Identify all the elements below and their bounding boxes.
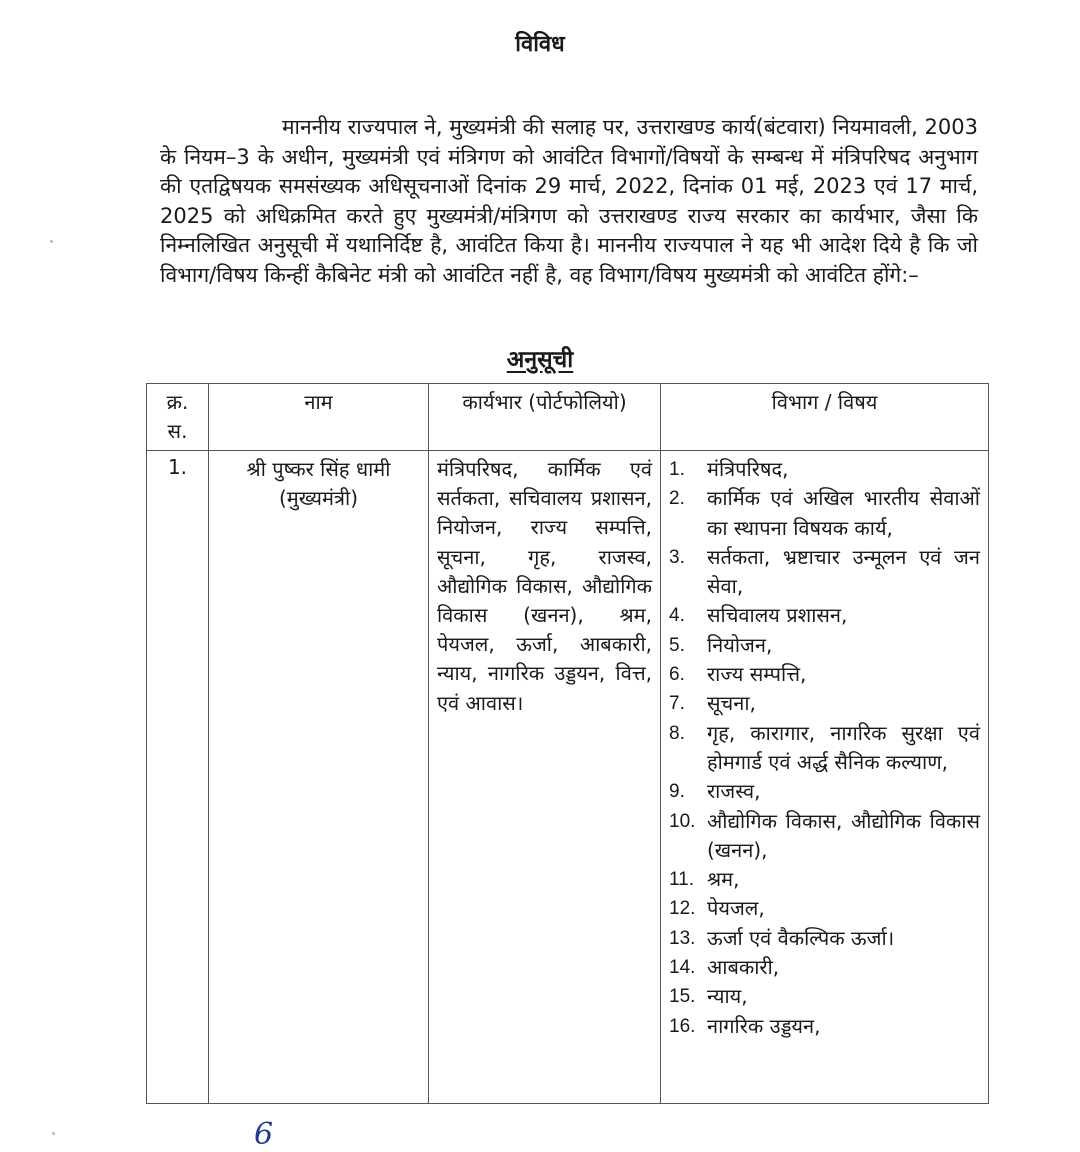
list-item xyxy=(669,689,980,718)
row-serial: 1. xyxy=(147,451,209,1104)
handwritten-page-mark: 6 xyxy=(254,1117,274,1152)
list-item-text: सर्तकता, भ्रष्टाचार उन्मूलन एवं जन सेवा, xyxy=(707,544,980,599)
list-item xyxy=(669,777,980,806)
list-item-number: 14. xyxy=(669,957,696,979)
list-item-number: 12. xyxy=(669,898,696,920)
list-item xyxy=(669,1012,980,1041)
list-item xyxy=(669,543,980,602)
table-row xyxy=(147,451,989,1104)
list-item-number: 2. xyxy=(669,488,685,510)
list-item-number: 11. xyxy=(669,869,695,891)
intro-paragraph: माननीय राज्यपाल ने, मुख्यमंत्री की सलाह पर, उत्तराखण्ड कार्य(बंटवारा) नियमावली, 2003 के नियम–3 के अधीन, मुख्यमंत्री एवं मंत्रिगण को आवंटित विभागों/विषयों के सम्बन्ध में मंत्रिपरिषद अनुभाग की एतद्विषयक समसंख्यक अधिसूचनाओं दिनांक 29 मार्च, 2022, दिनांक 01 मई, 2023 एवं 17 मार्च, 2025 को अधिक्रमित करते हुए मुख्यमंत्री/मंत्रिगण को उत्तराखण्ड राज्य सरकार का कार्यभार, जैसा कि निम्नलिखित अनुसूची में यथानिर्दिष्ट है, आवंटित किया है। माननीय राज्यपाल ने यह भी आदेश दिये है कि जो विभाग/विषय किन्हीं कैबिनेट मंत्री को आवंटित नहीं है, वह विभाग/विषय मुख्यमंत्री को आवंटित होंगे:– xyxy=(160,115,978,287)
list-item-text: गृह, कारागार, नागरिक सुरक्षा एवं होमगार्ड एवं अर्द्ध सैनिक कल्याण, xyxy=(707,720,980,774)
list-item-text: नियोजन, xyxy=(707,632,773,657)
list-item-text: नागरिक उड्डयन, xyxy=(707,1013,821,1038)
table-header-row xyxy=(147,384,989,451)
list-item xyxy=(669,455,980,484)
list-item-number: 15. xyxy=(669,986,696,1008)
list-item-number: 7. xyxy=(669,693,685,715)
list-item-text: सचिवालय प्रशासन, xyxy=(707,603,848,628)
list-item-number: 8. xyxy=(669,722,685,744)
list-item xyxy=(669,953,980,982)
scan-speck xyxy=(50,240,53,243)
list-item-text: मंत्रिपरिषद, xyxy=(707,457,789,481)
list-item xyxy=(669,484,980,543)
row-portfolio: मंत्रिपरिषद, कार्मिक एवं सर्तकता, सचिवालय प्रशासन, नियोजन, राज्य सम्पत्ति, सूचना, गृह, राजस्व, औद्योगिक विकास, औद्योगिक विकास (खनन), श्रम, पेयजल, ऊर्जा, आबकारी, न्याय, नागरिक उड्डयन, वित्त, एवं आवास। xyxy=(429,451,661,1104)
row-departments xyxy=(661,451,989,1104)
list-item xyxy=(669,865,980,894)
list-item-number: 9. xyxy=(669,781,685,803)
list-item xyxy=(669,719,980,778)
minister-designation: (मुख्यमंत्री) xyxy=(278,486,359,510)
list-item xyxy=(669,982,980,1011)
list-item xyxy=(669,601,980,630)
list-item xyxy=(669,894,980,923)
schedule-table xyxy=(146,383,989,1104)
list-item-number: 1. xyxy=(669,459,685,480)
list-item-text: राज्य सम्पत्ति, xyxy=(707,662,807,687)
list-item xyxy=(669,807,980,866)
minister-name: श्री पुष्कर सिंह धामी xyxy=(246,457,391,481)
department-list xyxy=(669,455,980,1041)
list-item-number: 10. xyxy=(669,810,696,832)
header-portfolio: कार्यभार (पोर्टफोलियो) xyxy=(429,384,661,451)
list-item xyxy=(669,924,980,953)
schedule-title: अनुसूची xyxy=(506,347,574,373)
list-item-text: औद्योगिक विकास, औद्योगिक विकास (खनन), xyxy=(707,808,980,862)
document-heading: विविध xyxy=(515,32,565,57)
scan-speck xyxy=(52,1132,55,1135)
list-item-text: श्रम, xyxy=(707,867,740,892)
list-item-text: पेयजल, xyxy=(707,896,765,921)
list-item-number: 13. xyxy=(669,927,696,949)
list-item-text: ऊर्जा एवं वैकल्पिक ऊर्जा। xyxy=(707,925,895,950)
header-serial: क्र. स. xyxy=(147,384,209,451)
list-item-text: कार्मिक एवं अखिल भारतीय सेवाओं का स्थापना विषयक कार्य, xyxy=(707,486,980,540)
list-item-number: 5. xyxy=(669,634,685,656)
list-item-text: न्याय, xyxy=(707,984,748,1009)
header-departments: विभाग / विषय xyxy=(661,384,989,451)
list-item-number: 16. xyxy=(669,1015,696,1037)
header-name: नाम xyxy=(209,384,429,451)
row-name-cell xyxy=(209,451,429,1104)
list-item-text: सूचना, xyxy=(707,691,756,716)
list-item-text: आबकारी, xyxy=(707,955,780,980)
list-item-number: 6. xyxy=(669,664,685,686)
list-item-number: 3. xyxy=(669,546,685,568)
list-item-text: राजस्व, xyxy=(707,779,761,804)
list-item xyxy=(669,660,980,689)
list-item xyxy=(669,631,980,660)
list-item-number: 4. xyxy=(669,605,685,627)
